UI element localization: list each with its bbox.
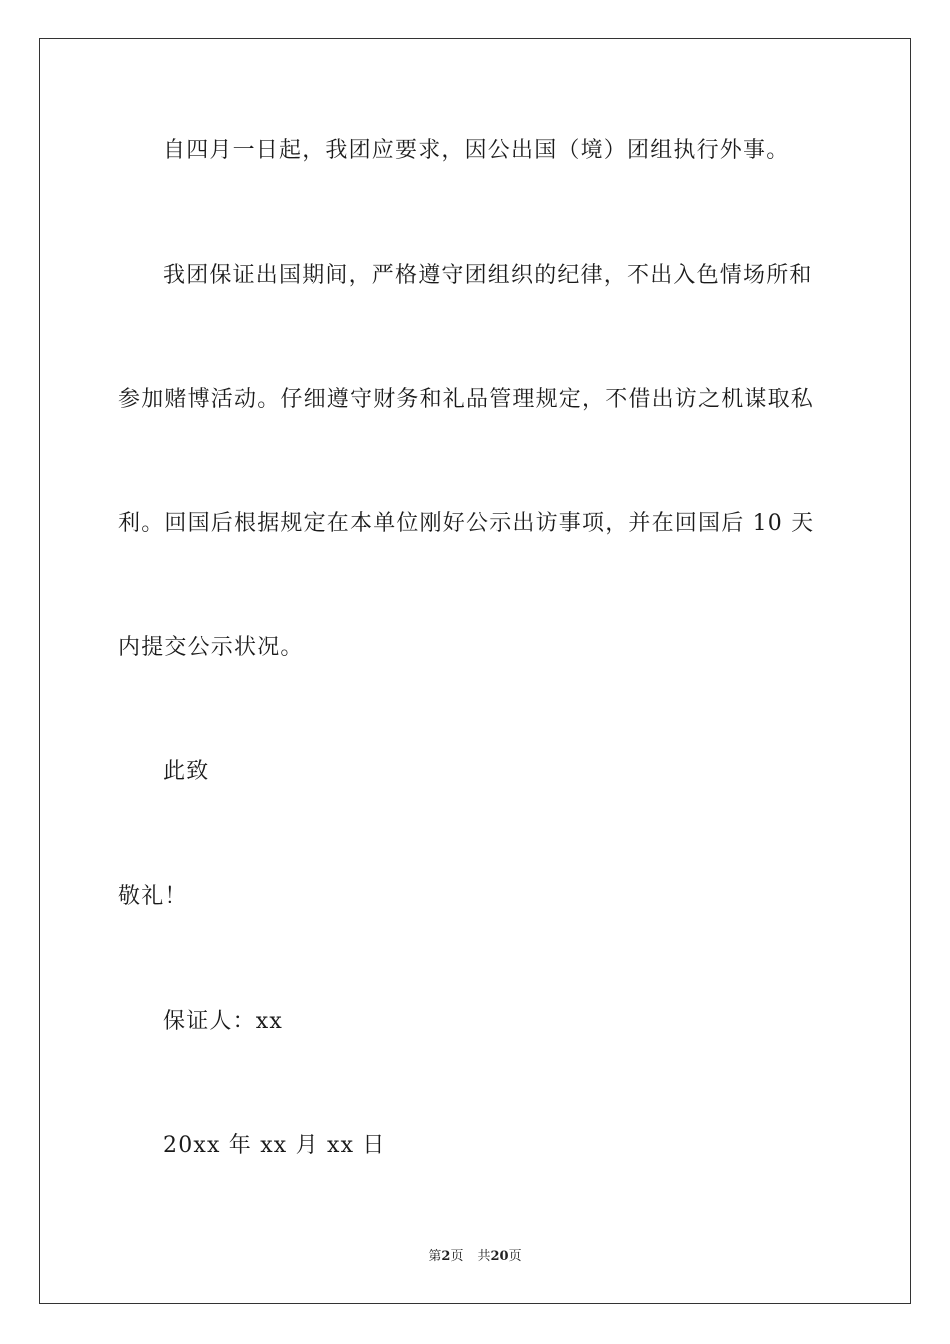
date-line: 20xx 年 xx 月 xx 日 bbox=[163, 1133, 386, 1158]
total-prefix: 共 bbox=[477, 1249, 491, 1264]
guarantor-line: 保证人：xx bbox=[163, 1009, 284, 1034]
page-number: 2 bbox=[441, 1249, 451, 1264]
total-pages: 20 bbox=[490, 1249, 509, 1264]
page-footer bbox=[0, 1248, 950, 1266]
body-line-3: 参加赌博活动。仔细遵守财务和礼品管理规定，不借出访之机谋取私 bbox=[118, 387, 815, 412]
body-line-2: 我团保证出国期间，严格遵守团组织的纪律，不出入色情场所和 bbox=[163, 263, 813, 288]
page-border bbox=[39, 38, 911, 1304]
closing-salutation: 此致 bbox=[163, 759, 210, 784]
total-suffix: 页 bbox=[508, 1249, 522, 1264]
body-line-4: 利。回国后根据规定在本单位刚好公示出访事项，并在回国后 10 天 bbox=[118, 511, 815, 536]
closing-regards: 敬礼！ bbox=[118, 884, 188, 909]
body-line-5: 内提交公示状况。 bbox=[118, 635, 304, 660]
page-prefix: 第 bbox=[428, 1249, 442, 1264]
page-suffix: 页 bbox=[450, 1249, 464, 1264]
body-line-1: 自四月一日起，我团应要求，因公出国（境）团组执行外事。 bbox=[163, 138, 790, 163]
